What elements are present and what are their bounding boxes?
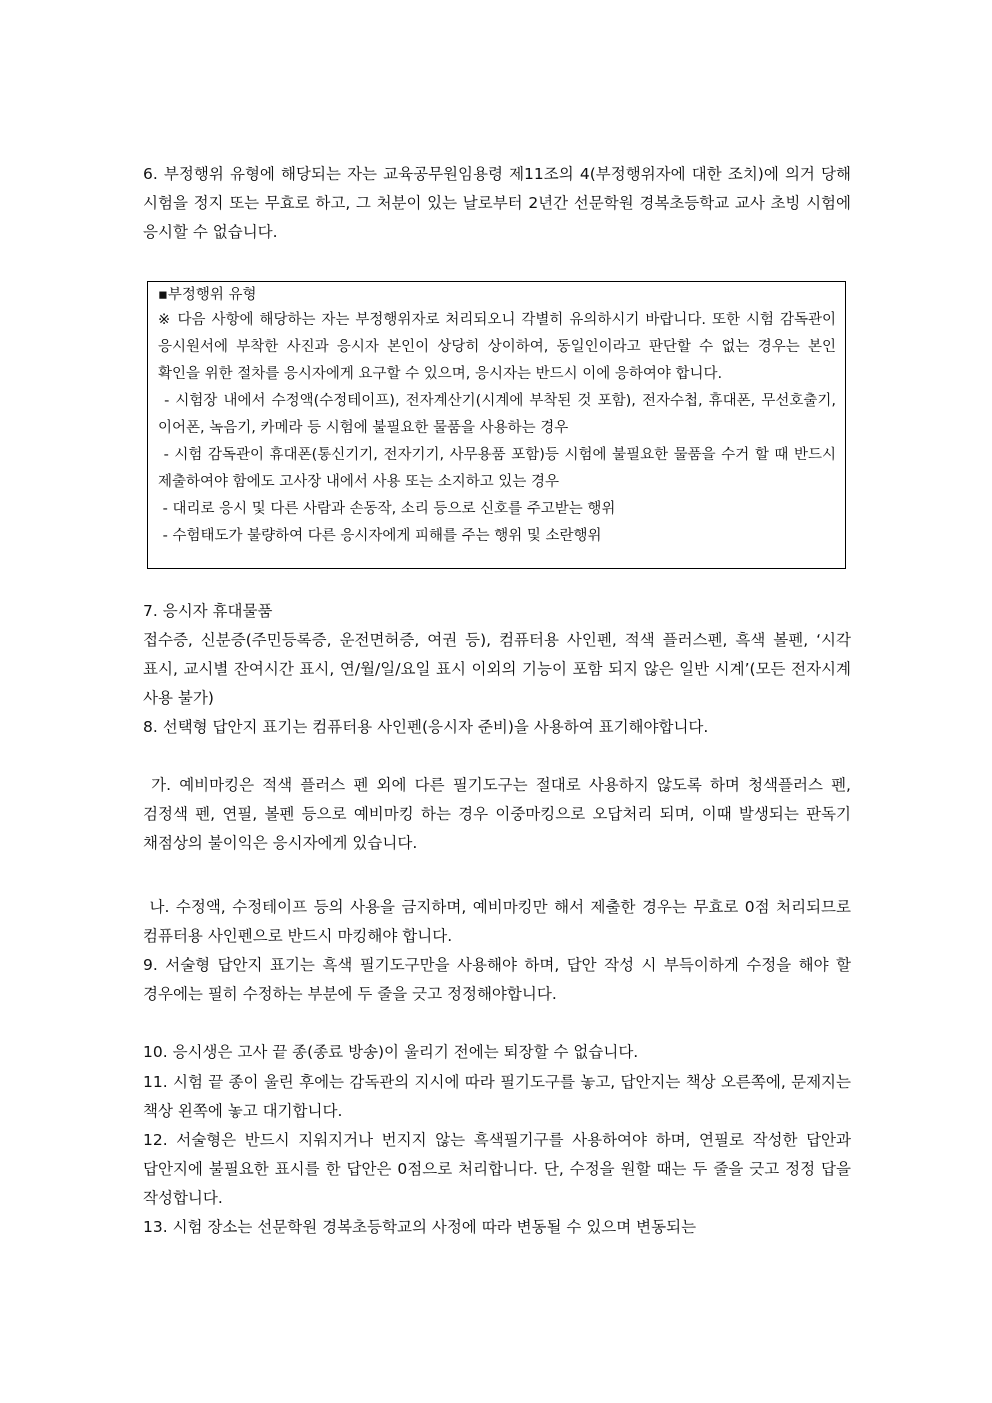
fraud-box-item: - 대리로 응시 및 다른 사람과 손동작, 소리 등으로 신호를 주고받는 행위: [158, 501, 616, 517]
section-6-paragraph: 6. 부정행위 유형에 해당되는 자는 교육공무원임용령 제11조의 4(부정행위자에 대한 조치)에 의거 당해 시험을 정지 또는 무효로 하고, 그 처분이 있는 날로부터 2년간 선문학원 경복초등학교 교사 초빙 시험에 응시할 수 없습니다.: [143, 165, 856, 241]
section-7-heading: 7. 응시자 휴대물품: [143, 602, 273, 620]
section-8-sub-b: 나. 수정액, 수정테이프 등의 사용을 금지하며, 예비마킹만 해서 제출한 경우는 무효로 0점 처리되므로 컴퓨터용 사인펜으로 반드시 마킹해야 합니다.: [143, 898, 856, 945]
section-9-paragraph: 9. 서술형 답안지 표기는 흑색 필기도구만을 사용해야 하며, 답안 작성 시 부득이하게 수정을 해야 할 경우에는 필히 수정하는 부분에 두 줄을 긋고 정정해야합니다.: [143, 956, 856, 1003]
fraud-box-title: ▪부정행위 유형: [158, 287, 257, 303]
section-13-paragraph: 13. 시험 장소는 선문학원 경복초등학교의 사정에 따라 변동될 수 있으며 변동되는: [143, 1218, 697, 1236]
section-7-body: 접수증, 신분증(주민등록증, 운전면허증, 여권 등), 컴퓨터용 사인펜, 적색 플러스펜, 흑색 볼펜, ‘시각 표시, 교시별 잔여시간 표시, 연/월/일/요일 표시 이외의 기능이 포함 되지 않은 일반 시계’(모든 전자시계 사용 불가): [143, 631, 856, 707]
fraud-box-item: - 수험태도가 불량하여 다른 응시자에게 피해를 주는 행위 및 소란행위: [158, 528, 602, 544]
section-8-sub-a: 가. 예비마킹은 적색 플러스 펜 외에 다른 필기도구는 절대로 사용하지 않도록 하며 청색플러스 펜, 검정색 펜, 연필, 볼펜 등으로 예비마킹 하는 경우 이중마킹으로 오답처리 되며, 이때 발생되는 판독기 채점상의 불이익은 응시자에게 있습니다.: [143, 776, 856, 852]
section-12-paragraph: 12. 서술형은 반드시 지워지거나 번지지 않는 흑색필기구를 사용하여야 하며, 연필로 작성한 답안과 답안지에 불필요한 표시를 한 답안은 0점으로 처리합니다. 단, 수정을 원할 때는 두 줄을 긋고 정정 답을 작성합니다.: [143, 1131, 856, 1207]
fraud-box-item: - 시험 감독관이 휴대폰(통신기기, 전자기기, 사무용품 포함)등 시험에 불필요한 물품을 수거 할 때 반드시 제출하여야 함에도 고사장 내에서 사용 또는 소지하고 있는 경우: [158, 447, 841, 490]
fraud-box-notice: ※ 다음 사항에 해당하는 자는 부정행위자로 처리되오니 각별히 유의하시기 바랍니다. 또한 시험 감독관이 응시원서에 부착한 사진과 응시자 본인이 상당히 상이하여, 동일인이라고 판단할 수 없는 경우는 본인 확인을 위한 절차를 응시자에게 요구할 수 있으며, 응시자는 반드시 이에 응하여야 합니다.: [158, 312, 841, 382]
section-8-paragraph: 8. 선택형 답안지 표기는 컴퓨터용 사인펜(응시자 준비)을 사용하여 표기해야합니다.: [143, 718, 709, 736]
fraud-box-item: - 시험장 내에서 수정액(수정테이프), 전자계산기(시계에 부착된 것 포함), 전자수첩, 휴대폰, 무선호출기, 이어폰, 녹음기, 카메라 등 시험에 불필요한 물품을 사용하는 경우: [158, 393, 841, 436]
section-10-paragraph: 10. 응시생은 고사 끝 종(종료 방송)이 울리기 전에는 퇴장할 수 없습니다.: [143, 1043, 639, 1061]
section-11-paragraph: 11. 시험 끝 종이 울린 후에는 감독관의 지시에 따라 필기도구를 놓고, 답안지는 책상 오른쪽에, 문제지는 책상 왼쪽에 놓고 대기합니다.: [143, 1073, 856, 1120]
fraud-types-box: [147, 281, 846, 569]
